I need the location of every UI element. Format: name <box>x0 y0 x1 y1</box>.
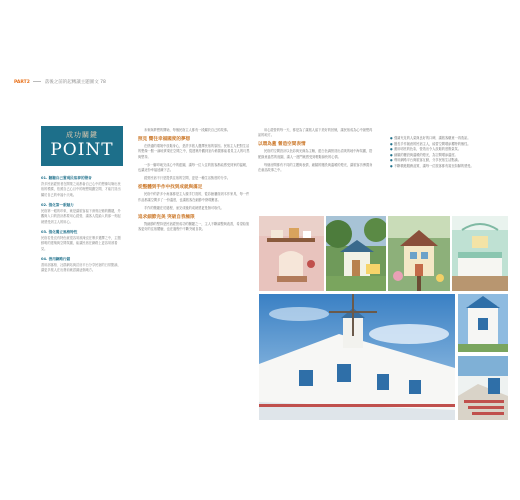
page-number: 78 <box>100 80 106 85</box>
header-title: 落後之前的起轉讓主題圖文 <box>44 80 99 85</box>
paragraph: 對細節的堅持是民宿經營成功的關鍵之一，主人不斷調整與改善，希望給旅客更好的住宿體驗，也在過程中不斷突破自我。 <box>138 222 250 232</box>
paragraph: 經營民宿不只是提供住宿的空間，更是一種生活態度的分享。 <box>144 176 231 181</box>
photo-stairs <box>458 356 508 420</box>
photo-mint-room <box>452 216 508 291</box>
paragraph: 每個房間都有不同的主題與表情，細膩的擺設與溫暖的燈光，讓旅客彷彿置身在童話故事之中。 <box>258 162 373 173</box>
paragraph: 民宿中的許多小角落都是主人親手打造的，從彩繪牆面到木作家具，每一件作品都讓空間多了一份溫度，也讓旅客在細節中發現驚喜。 <box>138 192 250 202</box>
point-item-body: 善用部落格、社群網站與訂房平台分享民宿的日常點滴，讓更多旅人在出發前就認識這個地方。 <box>41 263 121 273</box>
point-item-body: 許多民宿經營者在開業之前都會自己心中的想像勾勒出民宿的模樣，依照自己心目中的理想規劃空間，才能打造出屬於自己的幸福小天地。 <box>41 182 121 197</box>
paragraph: 手作的樂趣在於過程，而完成後的成就感更是無可取代。 <box>144 205 224 210</box>
point-item <box>41 230 123 252</box>
paragraph: 未來與夢想的開始，每個民宿主人都有一段屬於自己的故事。 <box>144 128 231 132</box>
point-item-heading: 04. 善用網路行銷 <box>41 256 71 261</box>
photo-birdhouse <box>388 216 450 291</box>
point-label: 成功關鍵 <box>66 131 98 139</box>
paragraph: 一步一腳印地完成心中的藍圖，讓每一位入住的旅客都能感受到家的溫暖，也讓這份幸福延續下去。 <box>138 162 250 173</box>
paragraph: 民宿的空間設計以色彩與光線為主軸，藍白色調營造出清爽的地中海氛圍，搭配綠意盎然的庭園，讓人一進門就感受到輕鬆愉快的心情。 <box>258 149 373 159</box>
point-item-body: 民宿若是沒有特色就很容易被淹沒在眾多選擇之中，主題鮮明的建築與空間氛圍，能讓民宿在網路上更容易被看見。 <box>41 236 121 251</box>
paragraph: 用心經營的每一天，都是為了讓旅人留下美好的回憶，讓民宿成為心中最想再訪的地方。 <box>258 128 373 138</box>
tip-item: ● 強調充足的人氣與良好的口碑，讓旅客願意一再造訪。 <box>390 136 508 142</box>
point-title: POINT <box>50 140 114 160</box>
photo-pink-wall <box>259 216 324 291</box>
article-column-2 <box>138 128 250 378</box>
section-heading: 以環為蓋 營造空間表情 <box>258 142 306 148</box>
header-rule <box>33 81 41 82</box>
photo-garden-house <box>326 216 386 291</box>
tip-item: ● 運用明亮的色彩，營造出令人放鬆的度假氣氛。 <box>390 147 508 153</box>
point-item-body: 民宿第一眼的印象，就是讓旅客留下深刻記憶的關鍵，外觀與入口的設計都要用心經營，讓客人從踏入的那一刻起就感受到主人的用心。 <box>41 209 121 224</box>
tip-item: ● 細膩的擺設與溫暖的燈光，為空間增添溫度。 <box>390 153 508 159</box>
point-list <box>41 176 123 279</box>
point-item-heading: 03. 強化獨立風格特性 <box>41 229 78 234</box>
section-heading: 從整體到手作中找到成就與滿足 <box>138 185 203 191</box>
point-item <box>41 176 123 198</box>
photo-windmill-building <box>259 294 455 420</box>
photo-white-tower <box>458 294 508 352</box>
point-item-heading: 01. 聽聽自己實現民宿夢的聲音 <box>41 176 92 180</box>
point-item <box>41 203 123 225</box>
tip-item: ● 不斷精進服務品質，讓每一位旅客都有賓至如歸的感受。 <box>390 164 508 170</box>
section-heading: 照見 嚮往幸福國度的夢想 <box>138 137 191 143</box>
section-heading: 追求細節完美 突破自我極限 <box>138 215 195 221</box>
tip-item: ● 擅長手作創意的民宿主人，能替空間增添獨特的個性。 <box>390 142 508 148</box>
point-item-heading: 02. 強化第一眼魅力 <box>41 202 74 207</box>
point-box <box>41 126 123 166</box>
tip-item: ● 利用網路平台與旅客互動，分享民宿生活點滴。 <box>390 158 508 164</box>
paragraph: 在舒適的環境中放鬆身心，是許多旅人選擇民宿的原因。民宿主人把對生活的想像一點一滴地實現在空間之中，從建築外觀到室內佈置都能看見主人的巧思與堅持。 <box>138 144 250 159</box>
point-item <box>41 257 123 274</box>
part-label: PART2 <box>14 80 30 85</box>
article-column-3 <box>258 128 374 210</box>
page-header <box>14 80 106 86</box>
tips-list <box>390 136 508 170</box>
